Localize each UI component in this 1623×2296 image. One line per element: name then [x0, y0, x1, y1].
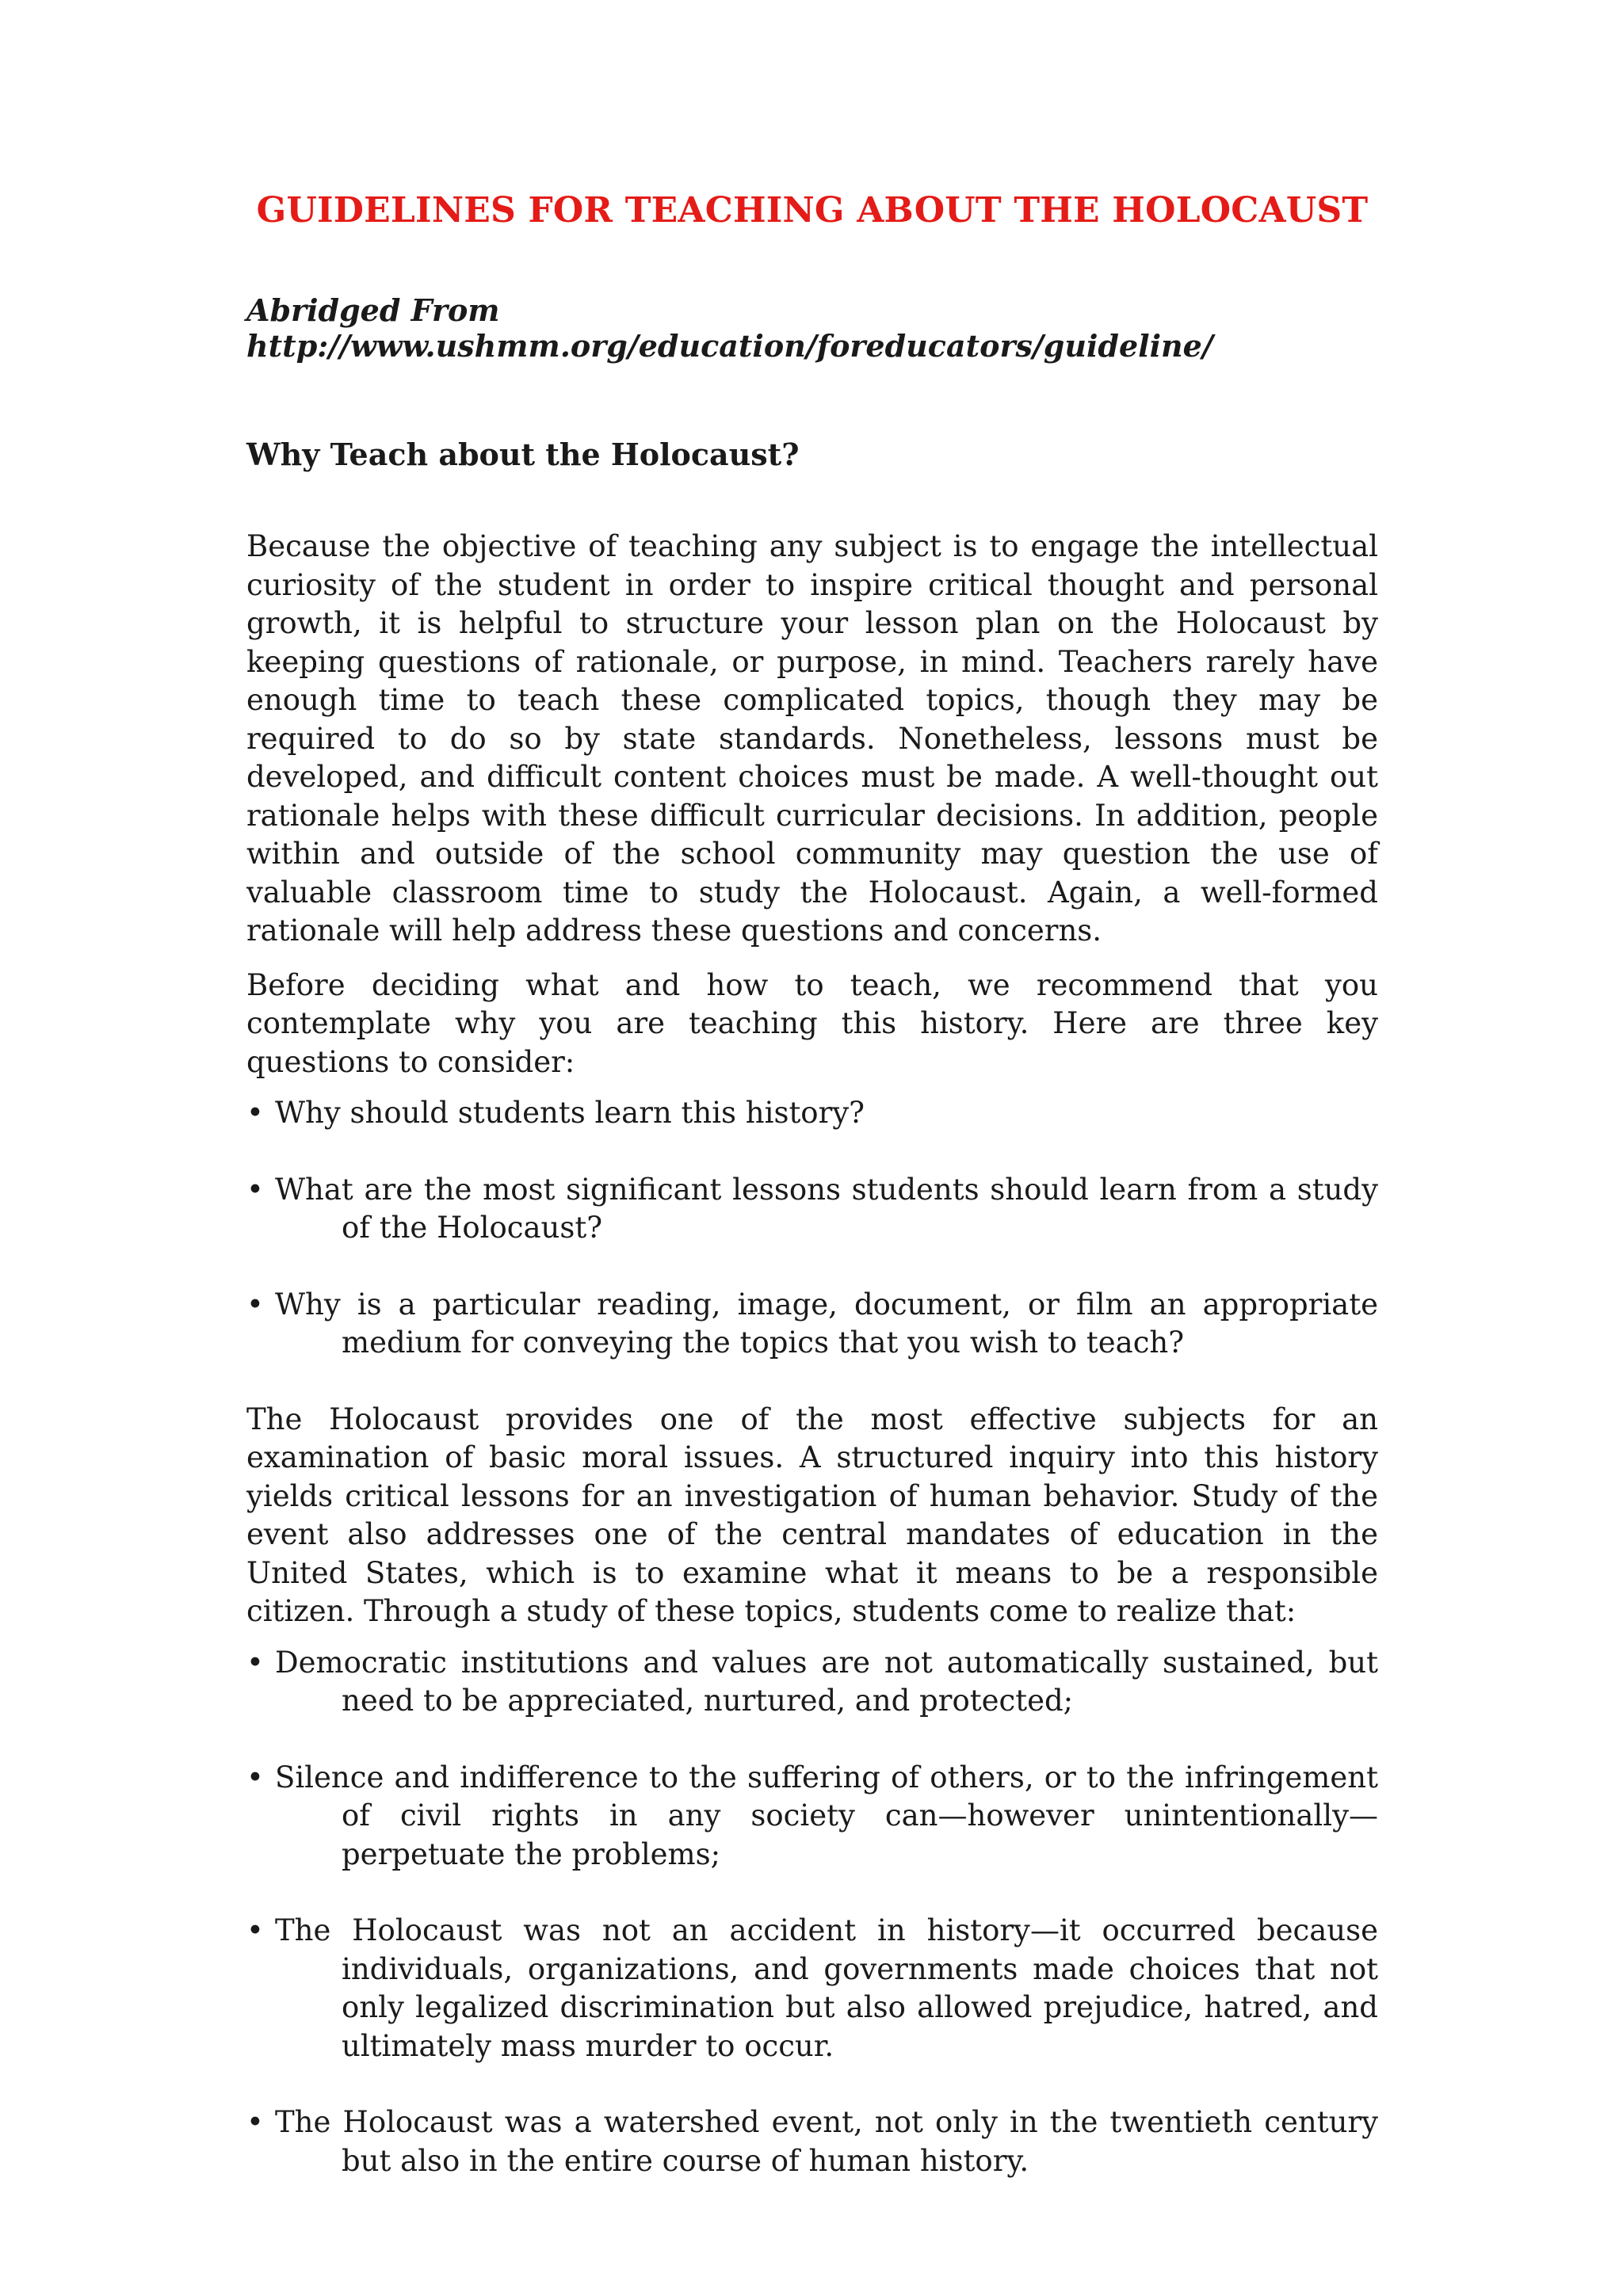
bullet-icon: • — [246, 1760, 264, 1794]
rationale-paragraph: Because the objective of teaching any subject is to engage the intellectual curiosity of the student in order to inspire critical thought and personal growth, it is helpful to structure your lesson plan on the Holocaust by keeping questions of rationale, or purpose, in mind. Teachers rarely have enough time to teach these complicated topics, though they may be required to do so by state standards. Nonetheless, lessons must be developed, and difficult content choices must be made. A well-thought out rationale helps with these difficult curricular decisions. In addition, people within and outside of the school community may question the use of valuable classroom time to study the Holocaust. Again, a well-formed rationale will help address these questions and concerns. — [246, 529, 1378, 948]
list-item — [246, 1759, 1378, 1875]
list-item — [246, 1094, 1378, 1133]
bullet-icon: • — [246, 1913, 264, 1947]
moral-issues-paragraph: The Holocaust provides one of the most effective subjects for an examination of basic moral issues. A structured inquiry into this history yields critical lessons for an investigation of human behavior. Study of the event also addresses one of the central mandates of education in the United States, which is to examine what it means to be a responsible citizen. Through a study of these topics, students come to realize that: — [246, 1402, 1378, 1628]
list-item — [246, 1286, 1378, 1363]
document-page — [246, 190, 1378, 2180]
list-item — [246, 1644, 1378, 1721]
list-item — [246, 1912, 1378, 2065]
list-item-text: Why should students learn this history? — [275, 1096, 865, 1130]
list-item-text: The Holocaust was not an accident in history—it occurred because individuals, organizations, and governments made choices that not only legalized discrimination but also allowed prejudice, hatred, and ultimately mass murder to occur. — [275, 1913, 1378, 2063]
list-item — [246, 2103, 1378, 2180]
list-item-text: Democratic institutions and values are not automatically sustained, but need to be appreciated, nurtured, and protected; — [275, 1645, 1378, 1718]
list-item — [246, 1171, 1378, 1248]
list-item-text: Why is a particular reading, image, document, or film an appropriate medium for conveying the topics that you wish to teach? — [275, 1287, 1378, 1360]
bullet-icon: • — [246, 1287, 264, 1322]
key-questions-list — [246, 1094, 1378, 1363]
list-item-text: Silence and indifference to the suffering of others, or to the infringement of civil rights in any society can—however unintentionally—perpetuate the problems; — [275, 1760, 1378, 1871]
source-citation: Abridged From http://www.ushmm.org/education/foreducators/guideline/ — [246, 292, 1213, 364]
bullet-icon: • — [246, 1096, 264, 1130]
section-heading: Why Teach about the Holocaust? — [246, 437, 800, 472]
list-item-text: The Holocaust was a watershed event, not only in the twentieth century but also in the entire course of human history. — [275, 2105, 1378, 2178]
bullet-icon: • — [246, 1645, 264, 1680]
document-title: GUIDELINES FOR TEACHING ABOUT THE HOLOCAUST — [256, 190, 1369, 231]
bullet-icon: • — [246, 1172, 264, 1207]
intro-questions-paragraph: Before deciding what and how to teach, we recommend that you contemplate why you are teaching this history. Here are three key questions to consider: — [246, 967, 1378, 1079]
bullet-icon: • — [246, 2105, 264, 2139]
list-item-text: What are the most significant lessons students should learn from a study of the Holocaust? — [275, 1172, 1378, 1245]
realizations-list — [246, 1644, 1378, 2181]
